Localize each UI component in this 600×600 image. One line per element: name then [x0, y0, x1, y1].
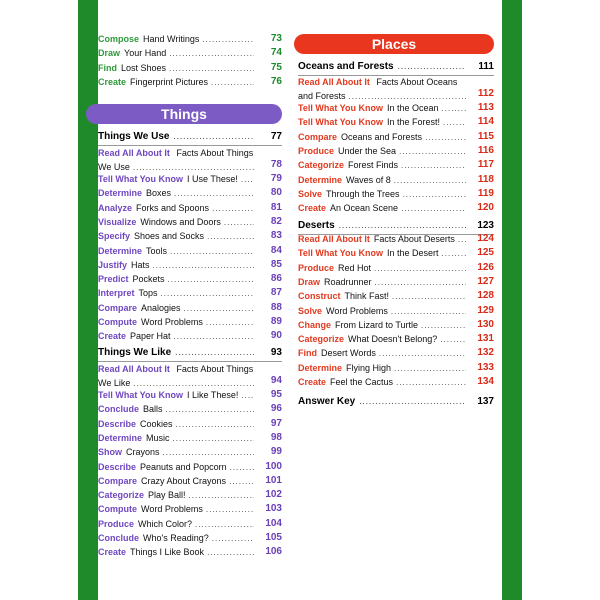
entry-page-number: 104 — [265, 517, 282, 529]
toc-entry — [98, 388, 282, 402]
entry-page-number: 100 — [265, 460, 282, 472]
entry-page-number: 82 — [270, 215, 282, 227]
section-heading — [298, 219, 494, 233]
places-banner: Places — [294, 34, 494, 54]
entry-title: Fingerprint Pictures — [130, 76, 209, 87]
entry-page-number: 115 — [477, 130, 494, 142]
entry-verb: Determine — [298, 362, 343, 373]
dot-leader — [241, 389, 254, 403]
dot-leader — [425, 131, 466, 145]
toc-entry — [98, 229, 282, 243]
toc-entry — [98, 244, 282, 258]
dot-leader — [398, 60, 466, 74]
toc-entry — [98, 272, 282, 286]
dot-leader — [195, 518, 254, 532]
entry-verb: Conclude — [98, 404, 140, 415]
entry-verb: Determine — [298, 174, 343, 185]
entry-page-number: 127 — [477, 275, 494, 287]
entry-title: In the Ocean — [387, 103, 439, 113]
dot-leader — [440, 333, 466, 347]
entry-page-number: 87 — [270, 287, 282, 299]
dot-leader — [212, 202, 254, 216]
entry-verb: Describe — [98, 461, 137, 472]
entry-page-number: 125 — [477, 247, 494, 259]
dot-leader — [175, 346, 254, 360]
toc-entry — [298, 115, 494, 129]
entry-title: Desert Words — [321, 348, 376, 359]
dot-leader — [189, 489, 254, 503]
toc-entry — [98, 362, 282, 388]
dot-leader — [229, 475, 254, 489]
toc-entry — [298, 318, 494, 332]
entry-page-number: 103 — [265, 503, 282, 515]
dot-leader — [359, 395, 466, 409]
section-page-number: 93 — [270, 347, 282, 358]
toc-entry — [298, 361, 494, 375]
entry-title: Hand Writings — [143, 34, 200, 44]
left-green-border — [78, 0, 98, 600]
section-heading — [298, 60, 494, 74]
section-page-number: 137 — [477, 396, 494, 407]
entry-page-number: 131 — [477, 333, 494, 345]
entry-verb: Compute — [98, 317, 137, 327]
entry-verb: Determine — [98, 245, 143, 256]
dot-leader — [206, 316, 254, 330]
entry-title: Music — [146, 432, 170, 443]
entry-title: Tools — [146, 245, 168, 256]
entry-page-number: 85 — [270, 258, 282, 270]
entry-verb: Find — [98, 62, 117, 73]
entry-verb: Specify — [98, 231, 131, 242]
dot-leader — [168, 273, 254, 287]
entry-verb: Categorize — [298, 334, 345, 345]
entry-title: I Like These! — [187, 390, 239, 400]
section-heading — [98, 346, 282, 360]
toc-entry — [98, 460, 282, 474]
toc-entry — [98, 61, 282, 75]
entry-page-number: 94 — [270, 375, 282, 386]
entry-verb: Tell What You Know — [98, 390, 183, 400]
toc-entry — [98, 502, 282, 516]
entry-verb: Compare — [98, 475, 138, 486]
dot-leader — [403, 188, 466, 202]
entry-verb: Visualize — [98, 216, 137, 227]
entry-title: Things I Like Book — [130, 547, 205, 558]
dot-leader — [211, 76, 254, 90]
toc-entry — [298, 246, 494, 260]
dot-leader — [169, 62, 254, 76]
entry-page-number: 132 — [477, 347, 494, 359]
entry-page-number: 83 — [270, 230, 282, 242]
entry-title: Tops — [138, 288, 158, 299]
toc-entry — [298, 75, 494, 101]
entry-verb: Read All About It — [98, 364, 170, 374]
toc-entry — [98, 32, 282, 46]
dot-leader — [443, 116, 466, 130]
entry-title: Cookies — [140, 418, 173, 429]
dot-leader — [174, 187, 254, 201]
entry-page-number: 96 — [270, 403, 282, 415]
entry-page-number: 86 — [270, 273, 282, 285]
entry-page-number: 117 — [477, 159, 494, 171]
entry-title: Oceans and Forests — [341, 131, 423, 142]
entry-verb: Determine — [98, 432, 143, 443]
entry-verb: Compute — [98, 504, 137, 515]
entry-page-number: 95 — [270, 389, 282, 400]
dot-leader — [153, 259, 254, 273]
toc-entry — [98, 545, 282, 559]
entry-verb: Compose — [98, 34, 140, 44]
entry-page-number: 98 — [270, 431, 282, 443]
toc-entry — [298, 173, 494, 187]
toc-entry — [298, 130, 494, 144]
dot-leader — [176, 418, 254, 432]
dot-leader — [161, 287, 254, 301]
entry-verb: Read All About It — [298, 77, 370, 87]
entry-page-number: 105 — [265, 532, 282, 543]
dot-leader — [396, 376, 466, 390]
toc-entry — [98, 286, 282, 300]
entry-page-number: 84 — [270, 244, 282, 256]
entry-verb: Solve — [298, 188, 323, 199]
entry-page-number: 78 — [270, 159, 282, 170]
dot-leader — [374, 262, 466, 276]
entry-verb: Analyze — [98, 202, 133, 213]
toc-entry — [298, 232, 494, 246]
toc-entry — [298, 187, 494, 201]
dot-leader — [206, 503, 254, 517]
entry-verb: Determine — [98, 188, 143, 199]
entry-verb: Justify — [98, 259, 128, 270]
toc-entry — [98, 258, 282, 272]
contents-page — [98, 0, 502, 600]
entry-page-number: 76 — [270, 75, 282, 87]
entry-title: Paper Hat — [130, 331, 171, 342]
dot-leader — [392, 290, 466, 304]
entry-verb: Tell What You Know — [98, 174, 183, 184]
entry-verb: Predict — [98, 274, 129, 285]
entry-title: Pockets — [132, 274, 165, 285]
entry-verb: Draw — [298, 276, 321, 287]
entry-title: Crayons — [126, 447, 160, 458]
entry-page-number: 116 — [477, 144, 494, 156]
section-title: Things We Use — [98, 131, 170, 142]
entry-title: Waves of 8 — [346, 174, 391, 185]
toc-entry — [98, 172, 282, 186]
entry-page-number: 112 — [477, 88, 494, 99]
dot-leader — [212, 532, 254, 546]
toc-entry — [298, 101, 494, 115]
toc-entry — [98, 146, 282, 172]
entry-title: Flying High — [346, 362, 392, 373]
entry-page-number: 88 — [270, 301, 282, 313]
toc-entry — [98, 474, 282, 488]
entry-verb: Interpret — [98, 288, 135, 299]
entry-page-number: 106 — [265, 546, 282, 558]
entry-title: Peanuts and Popcorn — [140, 461, 227, 472]
entry-title: An Ocean Scene — [330, 203, 399, 214]
toc-entry — [98, 315, 282, 329]
dot-leader — [375, 276, 466, 290]
entry-page-number: 133 — [477, 361, 494, 373]
entry-verb: Tell What You Know — [298, 117, 383, 128]
entry-verb: Read All About It — [298, 234, 370, 244]
dot-leader — [202, 33, 254, 47]
dot-leader — [401, 202, 466, 216]
section-title: Things We Like — [98, 347, 172, 358]
entry-title: Shoes and Socks — [134, 231, 205, 242]
entry-title: Hats — [131, 259, 150, 270]
dot-leader — [442, 102, 466, 116]
dot-leader — [442, 247, 466, 261]
entry-title: Facts About Things — [176, 148, 254, 158]
entry-verb: Categorize — [298, 160, 345, 171]
entry-title: Windows and Doors — [140, 216, 221, 227]
toc-entry — [298, 261, 494, 275]
entry-page-number: 101 — [265, 474, 282, 486]
entry-title: Which Color? — [138, 518, 193, 529]
entry-page-number: 79 — [270, 173, 282, 184]
toc-entry — [98, 329, 282, 343]
entry-title: From Lizard to Turtle — [335, 319, 419, 330]
dot-leader — [339, 219, 466, 233]
entry-page-number: 114 — [477, 116, 494, 128]
entry-verb: Produce — [298, 145, 335, 156]
entry-title: Word Problems — [141, 317, 203, 327]
dot-leader — [391, 305, 466, 319]
dot-leader — [394, 174, 466, 188]
toc-entry — [98, 301, 282, 315]
entry-title: Under the Sea — [338, 145, 397, 156]
entry-title: Facts About Oceans — [376, 77, 458, 87]
things-banner: Things — [86, 104, 282, 124]
dot-leader — [399, 145, 466, 159]
entry-verb: Solve — [298, 305, 323, 316]
toc-entry — [298, 289, 494, 303]
dot-leader — [224, 216, 254, 230]
toc-entry — [98, 186, 282, 200]
entry-page-number: 119 — [477, 187, 494, 199]
entry-verb: Draw — [98, 48, 121, 59]
entry-page-number: 113 — [477, 102, 494, 113]
entry-page-number: 134 — [477, 376, 494, 387]
dot-leader — [230, 461, 254, 475]
entry-verb: Produce — [98, 518, 135, 529]
entry-title: Your Hand — [124, 48, 167, 59]
entry-verb: Tell What You Know — [298, 103, 383, 113]
toc-entry — [298, 201, 494, 215]
entry-page-number: 118 — [477, 173, 494, 185]
entry-verb: Describe — [98, 418, 137, 429]
entry-title-continued: and Forests — [298, 91, 346, 101]
section-heading — [98, 130, 282, 144]
dot-leader — [458, 233, 466, 247]
entry-verb: Create — [298, 203, 327, 214]
entry-title: Think Fast! — [344, 291, 390, 302]
toc-entry — [98, 517, 282, 531]
toc-entry — [298, 275, 494, 289]
dot-leader — [241, 173, 254, 187]
entry-verb: Categorize — [98, 490, 145, 501]
toc-entry — [98, 402, 282, 416]
dot-leader — [169, 47, 254, 61]
entry-page-number: 90 — [270, 330, 282, 342]
toc-entry — [98, 488, 282, 502]
dot-leader — [173, 432, 254, 446]
toc-entry — [298, 346, 494, 360]
section-page-number: 123 — [477, 220, 494, 231]
entry-verb: Create — [98, 547, 127, 558]
dot-leader — [379, 347, 466, 361]
toc-entry — [98, 201, 282, 215]
entry-page-number: 120 — [477, 202, 494, 214]
toc-entry — [98, 75, 282, 89]
entry-title: What Doesn't Belong? — [348, 334, 438, 345]
entry-title: Facts About Things — [176, 364, 254, 374]
entry-verb: Compare — [98, 302, 138, 313]
toc-entry — [98, 431, 282, 445]
dot-leader — [163, 446, 254, 460]
entry-verb: Read All About It — [98, 148, 170, 158]
dot-leader — [174, 330, 254, 344]
entry-page-number: 129 — [477, 304, 494, 316]
entry-title: Boxes — [146, 188, 172, 199]
entry-title: Analogies — [141, 302, 181, 313]
toc-entry — [298, 375, 494, 389]
entry-page-number: 97 — [270, 417, 282, 429]
toc-entry — [98, 531, 282, 545]
entry-verb: Compare — [298, 131, 338, 142]
entry-title: In the Desert — [387, 248, 439, 259]
entry-verb: Produce — [298, 262, 335, 273]
dot-leader — [401, 159, 466, 173]
entry-page-number: 73 — [270, 33, 282, 44]
entry-title: Red Hot — [338, 262, 372, 273]
section-title: Oceans and Forests — [298, 61, 394, 72]
entry-verb: Create — [298, 377, 327, 387]
entry-verb: Change — [298, 319, 332, 330]
entry-title: Play Ball! — [148, 490, 186, 501]
entry-title-continued: We Like — [98, 378, 131, 388]
entry-title: Crazy About Crayons — [141, 475, 227, 486]
entry-title: Roadrunner — [324, 276, 372, 287]
entry-title: Balls — [143, 404, 163, 415]
entry-page-number: 99 — [270, 446, 282, 458]
entry-title: Forks and Spoons — [136, 202, 210, 213]
section-page-number: 111 — [478, 61, 494, 72]
entry-verb: Find — [298, 348, 317, 359]
entry-title: Lost Shoes — [121, 62, 167, 73]
entry-title: Word Problems — [326, 305, 388, 316]
section-title: Answer Key — [298, 396, 356, 407]
entry-page-number: 124 — [477, 233, 494, 244]
right-green-border — [502, 0, 522, 600]
entry-page-number: 128 — [477, 290, 494, 302]
dot-leader — [174, 130, 255, 144]
dot-leader — [166, 403, 254, 417]
entry-title: I Use These! — [187, 174, 238, 184]
toc-entry — [98, 215, 282, 229]
entry-title: Who's Reading? — [143, 533, 209, 543]
toc-entry — [298, 144, 494, 158]
entry-page-number: 126 — [477, 261, 494, 273]
entry-title: Word Problems — [141, 504, 203, 515]
section-title: Deserts — [298, 220, 335, 231]
entry-title: In the Forest! — [387, 117, 441, 128]
dot-leader — [184, 302, 254, 316]
entry-title-continued: We Use — [98, 162, 130, 172]
dot-leader — [421, 319, 466, 333]
entry-page-number: 89 — [270, 316, 282, 327]
entry-page-number: 80 — [270, 187, 282, 199]
entry-verb: Create — [98, 76, 127, 87]
toc-entry — [98, 417, 282, 431]
entry-title: Through the Trees — [326, 188, 400, 199]
entry-page-number: 102 — [265, 489, 282, 501]
entry-title: Forest Finds — [348, 160, 399, 171]
entry-verb: Conclude — [98, 533, 140, 543]
toc-entry — [298, 158, 494, 172]
entry-title: Feel the Cactus — [330, 377, 394, 387]
entry-verb: Tell What You Know — [298, 248, 383, 259]
dot-leader — [394, 362, 466, 376]
entry-verb: Show — [98, 447, 122, 458]
entry-verb: Construct — [298, 291, 341, 302]
entry-title: Facts About Deserts — [373, 234, 455, 244]
dot-leader — [207, 546, 254, 560]
section-heading — [298, 395, 494, 409]
dot-leader — [207, 230, 254, 244]
entry-page-number: 81 — [270, 201, 282, 213]
toc-entry — [98, 46, 282, 60]
entry-page-number: 74 — [270, 47, 282, 59]
entry-verb: Create — [98, 331, 127, 342]
toc-entry — [298, 332, 494, 346]
entry-page-number: 130 — [477, 318, 494, 330]
toc-entry — [298, 304, 494, 318]
dot-leader — [170, 245, 254, 259]
section-page-number: 77 — [270, 131, 282, 142]
toc-entry — [98, 445, 282, 459]
entry-page-number: 75 — [270, 61, 282, 73]
